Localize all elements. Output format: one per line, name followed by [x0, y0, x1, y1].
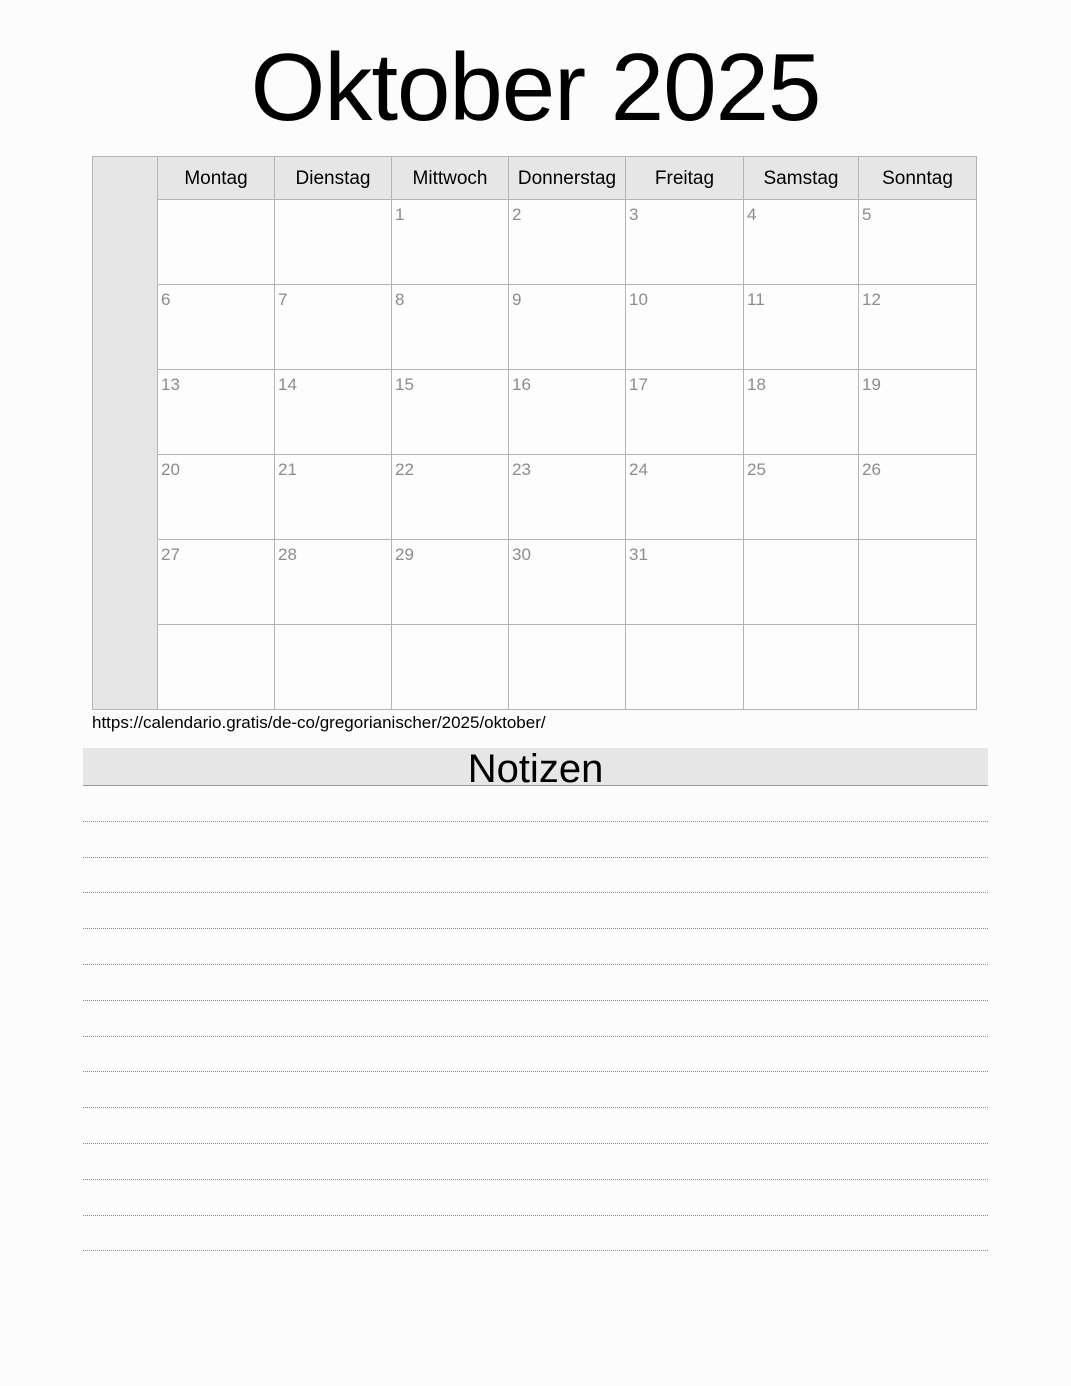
day-cell: 23: [509, 455, 626, 540]
day-cell: 13: [158, 370, 275, 455]
note-line[interactable]: [83, 893, 988, 929]
note-line[interactable]: [83, 822, 988, 858]
day-cell: [392, 625, 509, 710]
day-cell: [744, 625, 859, 710]
day-cell: 29: [392, 540, 509, 625]
weekday-header: Mittwoch: [392, 157, 509, 200]
day-cell: 28: [275, 540, 392, 625]
note-line[interactable]: [83, 858, 988, 894]
note-line[interactable]: [83, 1037, 988, 1073]
weekday-header: Freitag: [626, 157, 744, 200]
day-cell: 15: [392, 370, 509, 455]
day-cell: [158, 625, 275, 710]
day-cell: 11: [744, 285, 859, 370]
note-line[interactable]: [83, 786, 988, 822]
weekday-header: Donnerstag: [509, 157, 626, 200]
day-cell: 3: [626, 200, 744, 285]
weekday-header: Dienstag: [275, 157, 392, 200]
notes-lines: [83, 786, 988, 1251]
day-cell: 30: [509, 540, 626, 625]
day-cell: 12: [859, 285, 976, 370]
day-cell: 1: [392, 200, 509, 285]
source-url[interactable]: https://calendario.gratis/de-co/gregorianischer/2025/oktober/: [92, 713, 546, 732]
day-cell: [859, 540, 976, 625]
day-cell: 9: [509, 285, 626, 370]
day-cell: [275, 625, 392, 710]
day-cell: 22: [392, 455, 509, 540]
note-line[interactable]: [83, 1001, 988, 1037]
week-number-column: [93, 157, 158, 709]
day-cell: [275, 200, 392, 285]
notes-heading: Notizen: [83, 748, 988, 786]
day-cell: [158, 200, 275, 285]
weekday-header: Samstag: [744, 157, 859, 200]
day-cell: 26: [859, 455, 976, 540]
note-line[interactable]: [83, 965, 988, 1001]
note-line[interactable]: [83, 1108, 988, 1144]
day-cell: [626, 625, 744, 710]
day-cell: 19: [859, 370, 976, 455]
day-cell: [859, 625, 976, 710]
day-cell: 17: [626, 370, 744, 455]
day-cell: 10: [626, 285, 744, 370]
day-cell: 8: [392, 285, 509, 370]
calendar-days: [158, 157, 976, 709]
day-cell: 27: [158, 540, 275, 625]
weekday-header: Montag: [158, 157, 275, 200]
day-cell: 31: [626, 540, 744, 625]
note-line[interactable]: [83, 1144, 988, 1180]
day-cell: 7: [275, 285, 392, 370]
day-cell: 20: [158, 455, 275, 540]
weekday-header: Sonntag: [859, 157, 976, 200]
day-cell: 18: [744, 370, 859, 455]
day-cell: 4: [744, 200, 859, 285]
note-line[interactable]: [83, 1072, 988, 1108]
day-cell: 6: [158, 285, 275, 370]
day-cell: 16: [509, 370, 626, 455]
note-line[interactable]: [83, 1180, 988, 1216]
day-cell: 24: [626, 455, 744, 540]
note-line[interactable]: [83, 929, 988, 965]
day-cell: 5: [859, 200, 976, 285]
day-cell: 21: [275, 455, 392, 540]
calendar-title: Oktober 2025: [250, 34, 821, 141]
calendar-grid: [92, 156, 977, 710]
day-cell: 2: [509, 200, 626, 285]
note-line[interactable]: [83, 1216, 988, 1252]
day-cell: [744, 540, 859, 625]
day-cell: 25: [744, 455, 859, 540]
day-cell: 14: [275, 370, 392, 455]
day-cell: [509, 625, 626, 710]
